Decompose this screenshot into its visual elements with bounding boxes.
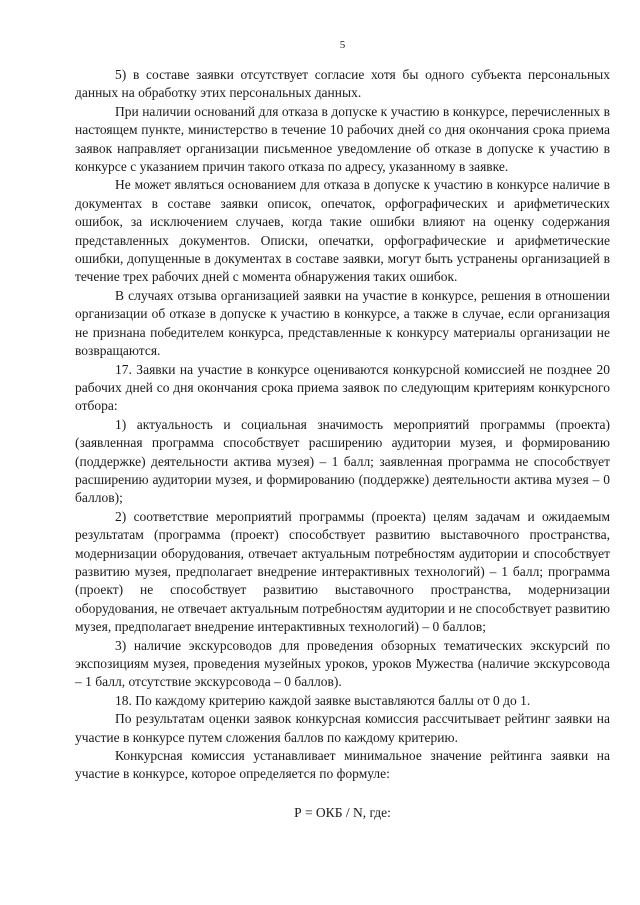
formula: Р = ОКБ / N, где: — [294, 804, 391, 820]
paragraph-materials-not-returned: В случаях отзыва организацией заявки на участие в конкурсе, решения в отношении организации об отказе в допуске к участию в конкурсе, а также в случае, если организация не признана победителем конкурса, представленные к конкурсу материалы организации не возвращаются. — [75, 287, 610, 359]
document-page — [75, 38, 610, 822]
paragraph-item-5: 5) в составе заявки отсутствует согласие хотя бы одного субъекта персональных данных на обработку этих персональных данных. — [75, 67, 610, 101]
paragraph-rating-calculation: По результатам оценки заявок конкурсная комиссия рассчитывает рейтинг заявки на участие в конкурсе путем сложения баллов по каждому критерию. — [75, 711, 610, 745]
paragraph-criterion-2: 2) соответствие мероприятий программы (проекта) целям задачам и ожидаемым результатам (программа (проект) способствует развитию выставочного пространства, модернизации оборудования, отвечает актуальным потребностям аудитории и способствует развитию музея, предполагает внедрение интерактивных технологий) – 1 балл; программа (проект) не способствует развитию выставочного пространства, модернизации оборудования, не отвечает актуальным потребностям аудитории и не способствует развитию музея, предполагает внедрение интерактивных технологий) – 0 баллов; — [75, 508, 610, 635]
paragraph-typos: Не может являться основанием для отказа в допуске к участию в конкурсе наличие в документах в составе заявки описок, опечаток, орфографических и арифметических ошибок, за исключением случаев, когда такие ошибки влияют на оценку содержания представленных документов. Описки, опечатки, орфографические и арифметические ошибки, допущенные в документах в составе заявки, могут быть устранены организацией в течение трех рабочих дней с момента обнаружения таких ошибок. — [75, 177, 610, 285]
paragraph-refusal-notice: При наличии оснований для отказа в допуске к участию в конкурсе, перечисленных в настоящем пункте, министерство в течение 10 рабочих дней со дня окончания срока приема заявок направляет организации письменное уведомление об отказе в допуске к участию в конкурсе с указанием причин такого отказа по адресу, указанному в заявке. — [75, 103, 610, 175]
paragraph-clause-18: 18. По каждому критерию каждой заявке выставляются баллы от 0 до 1. — [115, 692, 531, 708]
paragraph-criterion-1: 1) актуальность и социальная значимость мероприятий программы (проекта) (заявленная программа способствует расширению аудитории музея, и формированию (поддержке) деятельности актива музея) – 1 балл; заявленная программа не способствует расширению аудитории музея, и формированию (поддержке) деятельности актива музея – 0 баллов); — [75, 416, 610, 506]
paragraph-clause-17: 17. Заявки на участие в конкурсе оцениваются конкурсной комиссией не позднее 20 рабочих дней со дня окончания срока приема заявок по следующим критериям конкурсного отбора: — [75, 361, 610, 414]
paragraph-minimum-rating: Конкурсная комиссия устанавливает минимальное значение рейтинга заявки на участие в конкурсе, которое определяется по формуле: — [75, 748, 610, 782]
paragraph-criterion-3: 3) наличие экскурсоводов для проведения обзорных тематических экскурсий по экспозициям музея, проведения музейных уроков, уроков Мужества (наличие экскурсовода – 1 балл, отсутствие экскурсовода – 0 баллов). — [75, 637, 610, 690]
page-number: 5 — [339, 39, 346, 51]
